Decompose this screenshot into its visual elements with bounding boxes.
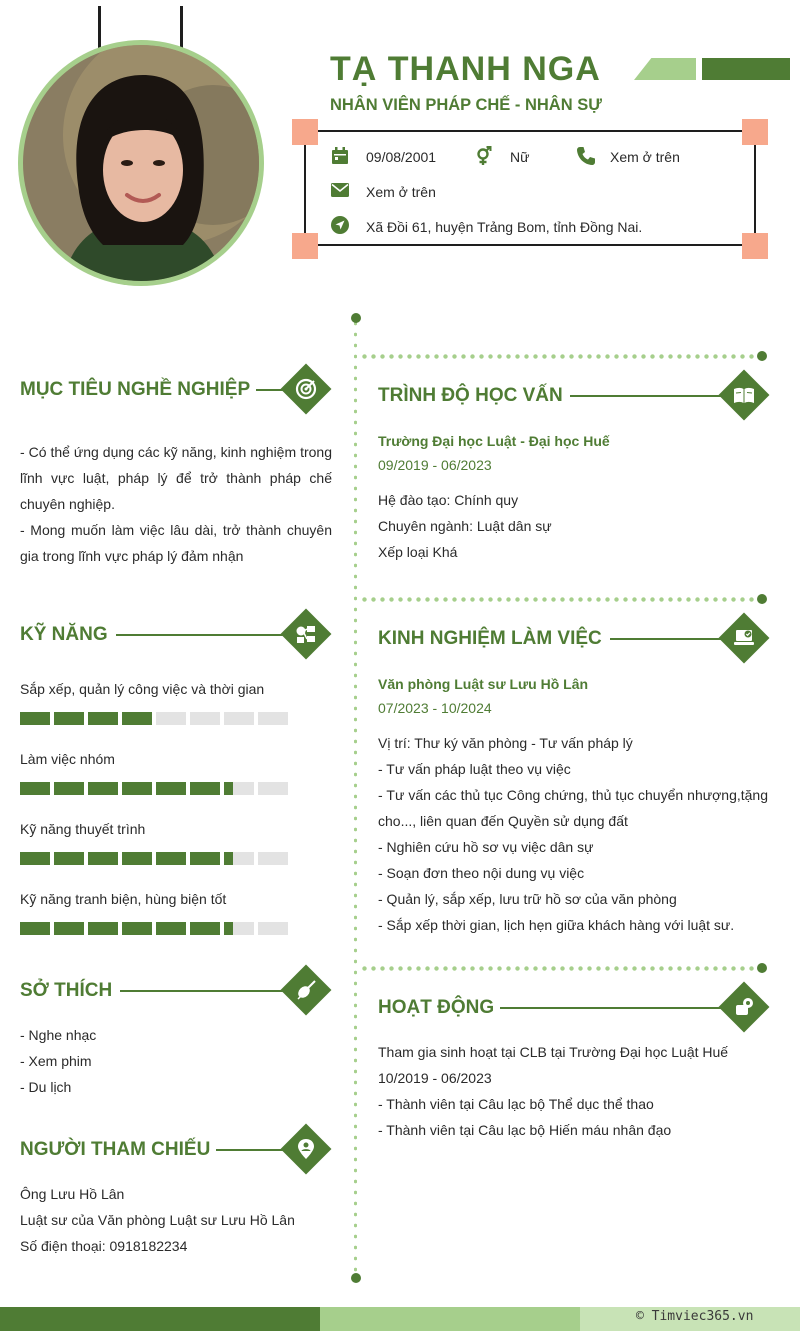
skill-label: Kỹ năng tranh biện, hùng biện tốt bbox=[20, 891, 227, 907]
phone-icon bbox=[575, 145, 597, 167]
skill-bar-fill bbox=[88, 922, 118, 935]
reference-line: Luật sư của Văn phòng Luật sư Lưu Hồ Lân bbox=[20, 1212, 295, 1228]
skill-bar-fill bbox=[224, 782, 233, 795]
education-detail: Xếp loại Khá bbox=[378, 544, 458, 560]
contact-corner-top-right bbox=[742, 119, 768, 145]
objective-heading: MỤC TIÊU NGHỀ NGHIỆP bbox=[20, 379, 251, 400]
contact-corner-bottom-right bbox=[742, 233, 768, 259]
education-heading-line bbox=[570, 395, 724, 397]
skill-bar-fill bbox=[54, 852, 84, 865]
location-icon bbox=[330, 215, 350, 235]
email-icon bbox=[330, 181, 350, 199]
footer-bar-mid bbox=[320, 1307, 580, 1331]
skill-bar-segment bbox=[20, 712, 50, 725]
skill-bar-fill bbox=[122, 922, 152, 935]
education-heading: TRÌNH ĐỘ HỌC VẤN bbox=[378, 385, 563, 406]
skill-bar bbox=[20, 852, 288, 865]
skill-bar-segment bbox=[122, 712, 152, 725]
header-accent-light bbox=[634, 58, 696, 80]
reference-line: Ông Lưu Hồ Lân bbox=[20, 1186, 125, 1202]
experience-detail: - Sắp xếp thời gian, lịch hẹn giữa khách hàng với luật sư. bbox=[378, 917, 735, 933]
birthday-value: 09/08/2001 bbox=[366, 149, 437, 165]
skill-bar-fill bbox=[156, 852, 186, 865]
experience-detail: - Soạn đơn theo nội dung vụ việc bbox=[378, 865, 585, 881]
divider-dot-activities bbox=[757, 963, 767, 973]
skill-bar-fill bbox=[156, 782, 186, 795]
skill-bar-fill bbox=[20, 852, 50, 865]
skill-bar-segment bbox=[190, 852, 220, 865]
experience-heading-line bbox=[610, 638, 724, 640]
skill-bar-segment bbox=[258, 852, 288, 865]
skill-bar-fill bbox=[88, 712, 118, 725]
experience-detail: Vị trí: Thư ký văn phòng - Tư vấn pháp lý bbox=[378, 735, 633, 751]
skill-bar bbox=[20, 782, 288, 795]
skill-bar-segment bbox=[88, 782, 118, 795]
skill-bar-fill bbox=[122, 852, 152, 865]
skill-bar-segment bbox=[190, 782, 220, 795]
timeline-dot-bottom bbox=[351, 1273, 361, 1283]
skill-bar-fill bbox=[122, 712, 152, 725]
experience-detail: - Nghiên cứu hồ sơ vụ việc dân sự bbox=[378, 839, 594, 855]
copyright-text: © Timviec365.vn bbox=[636, 1309, 754, 1324]
header-accent-dark bbox=[702, 58, 790, 80]
skill-bar-fill bbox=[190, 922, 220, 935]
gender-icon bbox=[473, 146, 493, 166]
skill-bar-fill bbox=[20, 712, 50, 725]
skills-heading: KỸ NĂNG bbox=[20, 624, 108, 645]
contact-corner-bottom-left bbox=[292, 233, 318, 259]
experience-period: 07/2023 - 10/2024 bbox=[378, 700, 492, 716]
activity-line: - Thành viên tại Câu lạc bộ Thể dục thể thao bbox=[378, 1096, 654, 1112]
puzzle-icon bbox=[726, 989, 762, 1025]
skill-bar-segment bbox=[156, 712, 186, 725]
skill-bar-segment bbox=[224, 922, 254, 935]
skill-bar-segment bbox=[258, 712, 288, 725]
skill-bar-fill bbox=[20, 782, 50, 795]
candidate-position: NHÂN VIÊN PHÁP CHẾ - NHÂN SỰ bbox=[330, 96, 602, 114]
skill-bar-fill bbox=[54, 782, 84, 795]
divider-dots-education bbox=[360, 354, 760, 359]
skill-bar-segment bbox=[156, 922, 186, 935]
skill-bar-segment bbox=[258, 922, 288, 935]
education-school: Trường Đại học Luật - Đại học Huế bbox=[378, 433, 610, 449]
hobby-item: - Nghe nhạc bbox=[20, 1027, 97, 1043]
skill-bar-segment bbox=[122, 852, 152, 865]
reference-heading: NGƯỜI THAM CHIẾU bbox=[20, 1139, 211, 1160]
timeline-dot-top bbox=[351, 313, 361, 323]
hobbies-heading: SỞ THÍCH bbox=[20, 980, 113, 1001]
divider-dot-experience bbox=[757, 594, 767, 604]
skill-bar-fill bbox=[54, 922, 84, 935]
skill-bar-segment bbox=[54, 782, 84, 795]
skill-bar-fill bbox=[20, 922, 50, 935]
skill-label: Sắp xếp, quản lý công việc và thời gian bbox=[20, 681, 265, 697]
contact-corner-top-left bbox=[292, 119, 318, 145]
divider-dot-education bbox=[757, 351, 767, 361]
skill-bar-segment bbox=[54, 852, 84, 865]
hobby-item: - Xem phim bbox=[20, 1053, 92, 1069]
skill-bar-segment bbox=[88, 922, 118, 935]
skill-bar-segment bbox=[122, 922, 152, 935]
hobby-item: - Du lịch bbox=[20, 1079, 72, 1095]
activities-heading-line bbox=[500, 1007, 724, 1009]
experience-detail: - Tư vấn các thủ tục Công chứng, thủ tục chuyển nhượng,tặng cho..., liên quan đến Quyền sử dụng đất bbox=[378, 787, 768, 829]
calendar-icon bbox=[330, 146, 350, 166]
experience-heading: KINH NGHIỆM LÀM VIỆC bbox=[378, 628, 602, 649]
hobbies-heading-line bbox=[120, 990, 286, 992]
skill-bar-segment bbox=[88, 712, 118, 725]
skill-label: Làm việc nhóm bbox=[20, 751, 115, 767]
skill-bar-segment bbox=[20, 782, 50, 795]
laptop-check-icon bbox=[726, 620, 762, 656]
skills-heading-line bbox=[116, 634, 286, 636]
skill-bar-fill bbox=[224, 922, 233, 935]
experience-detail: - Tư vấn pháp luật theo vụ việc bbox=[378, 761, 571, 777]
activity-line: - Thành viên tại Câu lạc bộ Hiến máu nhân đạo bbox=[378, 1122, 672, 1138]
skill-bar-segment bbox=[122, 782, 152, 795]
footer-bar-dark bbox=[0, 1307, 320, 1331]
experience-detail: - Quản lý, sắp xếp, lưu trữ hồ sơ của văn phòng bbox=[378, 891, 677, 907]
person-pin-icon bbox=[288, 1131, 324, 1167]
skill-bar-segment bbox=[20, 922, 50, 935]
reference-heading-line bbox=[216, 1149, 286, 1151]
skill-bar-fill bbox=[54, 712, 84, 725]
skill-bar-segment bbox=[224, 852, 254, 865]
candidate-name: TẠ THANH NGA bbox=[330, 50, 601, 88]
email-value: Xem ở trên bbox=[366, 184, 436, 200]
education-detail: Chuyên ngành: Luật dân sự bbox=[378, 518, 552, 534]
address-value: Xã Đồi 61, huyện Trảng Bom, tỉnh Đồng Nai. bbox=[366, 219, 643, 235]
experience-company: Văn phòng Luật sư Lưu Hồ Lân bbox=[378, 676, 589, 692]
timeline-dotted-line bbox=[354, 318, 357, 1280]
target-icon bbox=[288, 371, 324, 407]
activity-line: 10/2019 - 06/2023 bbox=[378, 1070, 492, 1086]
education-detail: Hệ đào tạo: Chính quy bbox=[378, 492, 519, 508]
gender-value: Nữ bbox=[510, 149, 530, 165]
phone-value: Xem ở trên bbox=[610, 149, 680, 165]
skill-bar-segment bbox=[190, 712, 220, 725]
skill-bar-fill bbox=[224, 852, 233, 865]
skill-bar-segment bbox=[54, 922, 84, 935]
avatar-illustration bbox=[23, 45, 259, 281]
book-icon bbox=[726, 377, 762, 413]
skill-bar-fill bbox=[190, 852, 220, 865]
skill-bar-segment bbox=[156, 852, 186, 865]
network-icon bbox=[288, 616, 324, 652]
reference-line: Số điện thoại: 0918182234 bbox=[20, 1238, 188, 1254]
skill-bar bbox=[20, 922, 288, 935]
skill-bar-fill bbox=[122, 782, 152, 795]
skill-bar-segment bbox=[20, 852, 50, 865]
skill-bar-segment bbox=[88, 852, 118, 865]
skill-bar-segment bbox=[190, 922, 220, 935]
objective-line: - Có thể ứng dụng các kỹ năng, kinh nghiệm trong lĩnh vực luật, pháp lý để trở thành pháp chế chuyên nghiệp. bbox=[20, 444, 332, 512]
skill-bar-segment bbox=[156, 782, 186, 795]
divider-dots-activities bbox=[360, 966, 760, 971]
skill-bar-segment bbox=[224, 782, 254, 795]
skill-bar-segment bbox=[54, 712, 84, 725]
skill-bar-segment bbox=[224, 712, 254, 725]
education-period: 09/2019 - 06/2023 bbox=[378, 457, 492, 473]
activities-heading: HOẠT ĐỘNG bbox=[378, 997, 495, 1018]
skill-bar-segment bbox=[258, 782, 288, 795]
objective-line: - Mong muốn làm việc lâu dài, trở thành chuyên gia trong lĩnh vực pháp lý đảm nhận bbox=[20, 522, 332, 564]
violin-icon bbox=[288, 972, 324, 1008]
skill-bar-fill bbox=[156, 922, 186, 935]
activity-line: Tham gia sinh hoạt tại CLB tại Trường Đại học Luật Huế bbox=[378, 1044, 729, 1060]
avatar bbox=[23, 45, 259, 281]
divider-dots-experience bbox=[360, 597, 760, 602]
skill-bar-fill bbox=[190, 782, 220, 795]
skill-label: Kỹ năng thuyết trình bbox=[20, 821, 146, 837]
skill-bar-fill bbox=[88, 852, 118, 865]
skill-bar bbox=[20, 712, 288, 725]
skill-bar-fill bbox=[88, 782, 118, 795]
